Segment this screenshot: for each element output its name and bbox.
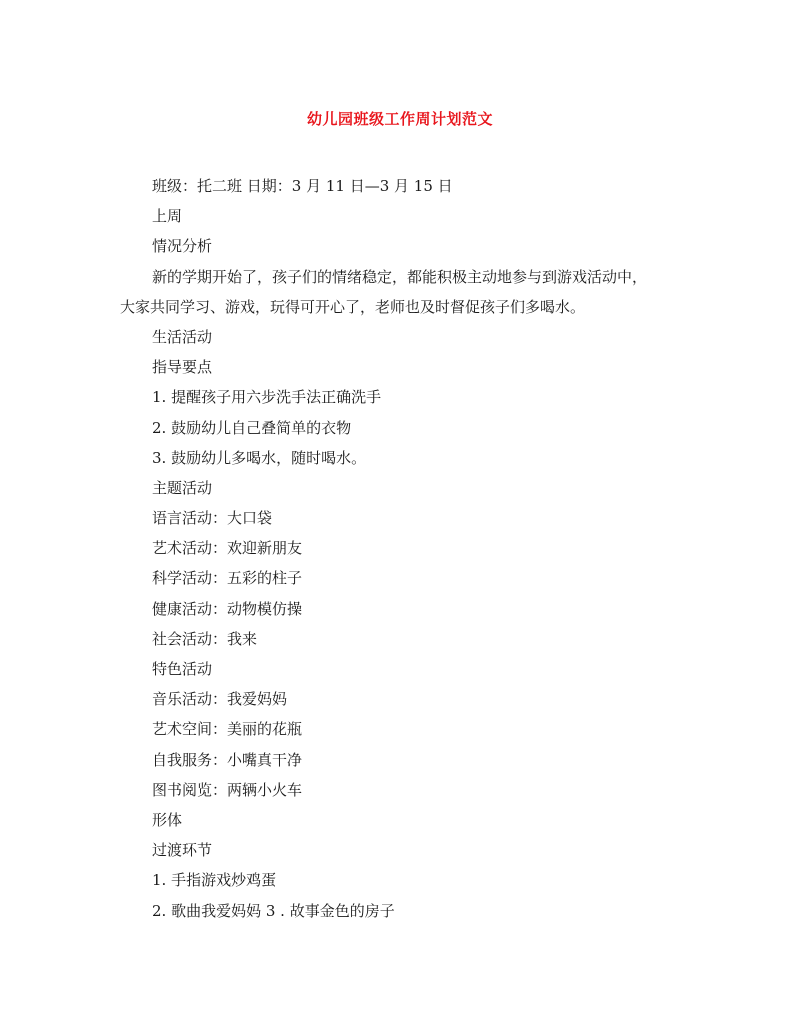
list-item: 自我服务：小嘴真干净 <box>152 750 303 769</box>
list-item: 图书阅览：两辆小火车 <box>152 780 303 799</box>
list-item: 健康活动：动物模仿操 <box>152 599 303 618</box>
list-item: 2. 鼓励幼儿自己叠简单的衣物 <box>152 418 352 437</box>
section-heading: 指导要点 <box>152 358 213 377</box>
list-item: 3. 鼓励幼儿多喝水，随时喝水。 <box>152 448 367 467</box>
list-item: 1. 提醒孩子用六步洗手法正确洗手 <box>152 388 382 407</box>
section-heading: 主题活动 <box>152 478 213 497</box>
class-date-line: 班级：托二班 日期：3 月 11 日—3 月 15 日 <box>152 177 453 195</box>
list-item: 科学活动：五彩的柱子 <box>152 569 303 588</box>
list-item: 社会活动：我来 <box>152 629 258 648</box>
section-heading: 特色活动 <box>152 660 213 678</box>
section-heading: 情况分析 <box>152 237 213 256</box>
list-item: 2. 歌曲我爱妈妈 3 . 故事金色的房子 <box>152 901 395 920</box>
list-item: 艺术活动：欢迎新朋友 <box>152 539 303 558</box>
section-heading: 形体 <box>152 810 183 829</box>
section-heading: 过渡环节 <box>152 841 213 860</box>
list-item: 语言活动：大口袋 <box>152 509 273 528</box>
section-heading: 上周 <box>152 207 183 226</box>
document-body <box>120 171 680 926</box>
paragraph-line: 新的学期开始了，孩子们的情绪稳定，都能积极主动地参与到游戏活动中， <box>152 267 648 286</box>
section-heading: 生活活动 <box>152 327 213 346</box>
paragraph-line: 大家共同学习、游戏，玩得可开心了，老师也及时督促孩子们多喝水。 <box>120 297 586 316</box>
list-item: 音乐活动：我爱妈妈 <box>152 690 288 709</box>
document-title: 幼儿园班级工作周计划范文 <box>306 110 493 128</box>
list-item: 艺术空间：美丽的花瓶 <box>152 720 303 739</box>
list-item: 1. 手指游戏炒鸡蛋 <box>152 871 277 890</box>
